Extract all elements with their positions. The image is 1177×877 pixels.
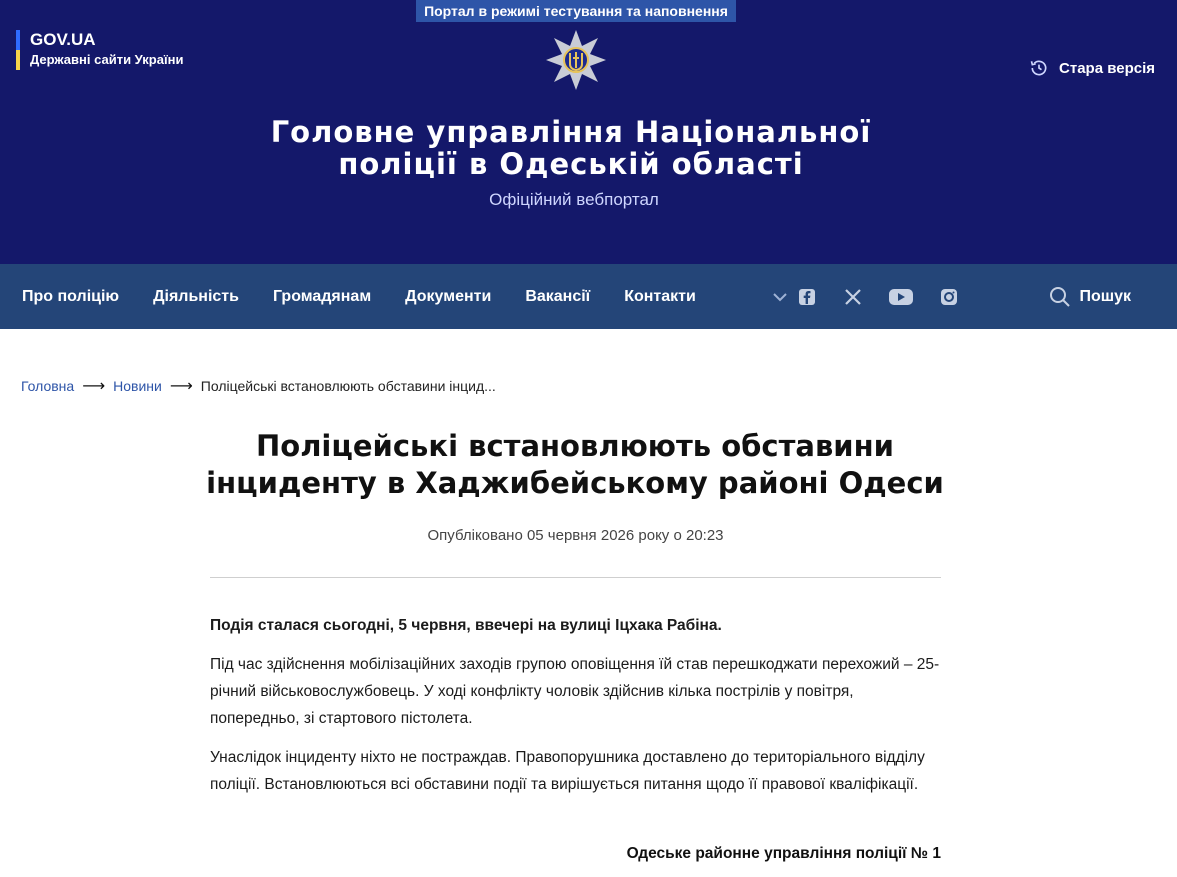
flag-stripe-blue <box>16 30 20 50</box>
old-version-link[interactable] <box>1029 58 1155 78</box>
police-star-emblem-icon[interactable] <box>544 28 608 92</box>
nav-item-citizens[interactable]: Громадянам <box>272 287 372 305</box>
youtube-icon[interactable] <box>888 286 914 308</box>
history-icon <box>1029 58 1049 78</box>
org-title-line2: поліції в Одеській області <box>338 147 804 181</box>
site-header <box>0 0 1177 264</box>
org-subtitle: Офіційний вебпортал <box>489 190 659 209</box>
article-paragraph: Під час здійснення мобілізаційних заходів групою оповіщення їй став перешкоджати перехожий – 25-річний військовослужбовець. У ході конфлікту чоловік здійснив кілька пострілів у повітря, попередньо, зі стартового пістолета. <box>210 656 940 727</box>
govua-subtitle: Державні сайти України <box>30 52 184 67</box>
breadcrumb-news[interactable]: Новини <box>113 378 162 394</box>
search-button[interactable] <box>1049 264 1131 329</box>
social-links <box>772 264 960 329</box>
old-version-label: Стара версія <box>1059 59 1155 77</box>
main-navigation <box>0 264 1177 329</box>
article-signature: Одеське районне управління поліції № 1 <box>626 845 941 862</box>
publish-date: Опубліковано 05 червня 2026 року о 20:23 <box>427 527 724 544</box>
govua-link[interactable] <box>16 30 183 70</box>
breadcrumb-arrow-icon: ⟶ <box>82 378 106 395</box>
x-icon[interactable] <box>842 286 864 308</box>
nav-item-contacts[interactable]: Контакти <box>624 287 696 305</box>
breadcrumb-arrow-icon: ⟶ <box>169 378 193 395</box>
article-paragraph: Унаслідок інциденту ніхто не постраждав. Правопорушника доставлено до територіального відділу поліції. Встановлюються всі обставини події та вирішується питання щодо її правової кваліфікації. <box>210 749 925 793</box>
nav-item-vacancies[interactable]: Вакансії <box>525 287 591 305</box>
govua-brand: GOV.UA <box>30 30 96 49</box>
breadcrumb-current: Поліцейські встановлюють обставини інцид... <box>200 378 496 394</box>
article-lead: Подія сталася сьогодні, 5 червня, ввечері на вулиці Іцхака Рабіна. <box>210 617 722 634</box>
article-title-line1: Поліцейські встановлюють обставини <box>256 429 894 463</box>
search-label: Пошук <box>1079 287 1131 305</box>
org-title <box>0 116 1142 180</box>
divider <box>210 577 941 578</box>
article-title-line2: інциденту в Хаджибейському районі Одеси <box>206 466 944 500</box>
search-icon <box>1049 286 1071 308</box>
breadcrumb-home[interactable]: Головна <box>21 378 75 394</box>
nav-item-activity[interactable]: Діяльність <box>153 287 239 305</box>
breadcrumb <box>21 376 496 396</box>
testing-mode-banner: Портал в режимі тестування та наповнення <box>416 0 736 22</box>
facebook-icon[interactable] <box>796 286 818 308</box>
instagram-icon[interactable] <box>938 286 960 308</box>
nav-item-documents[interactable]: Документи <box>405 287 492 305</box>
chevron-down-icon[interactable] <box>772 286 788 308</box>
nav-item-about[interactable]: Про поліцію <box>22 287 120 305</box>
org-title-line1: Головне управління Національної <box>270 115 872 149</box>
flag-stripe-yellow <box>16 50 20 70</box>
article-title <box>170 428 980 502</box>
article-body <box>210 612 941 810</box>
